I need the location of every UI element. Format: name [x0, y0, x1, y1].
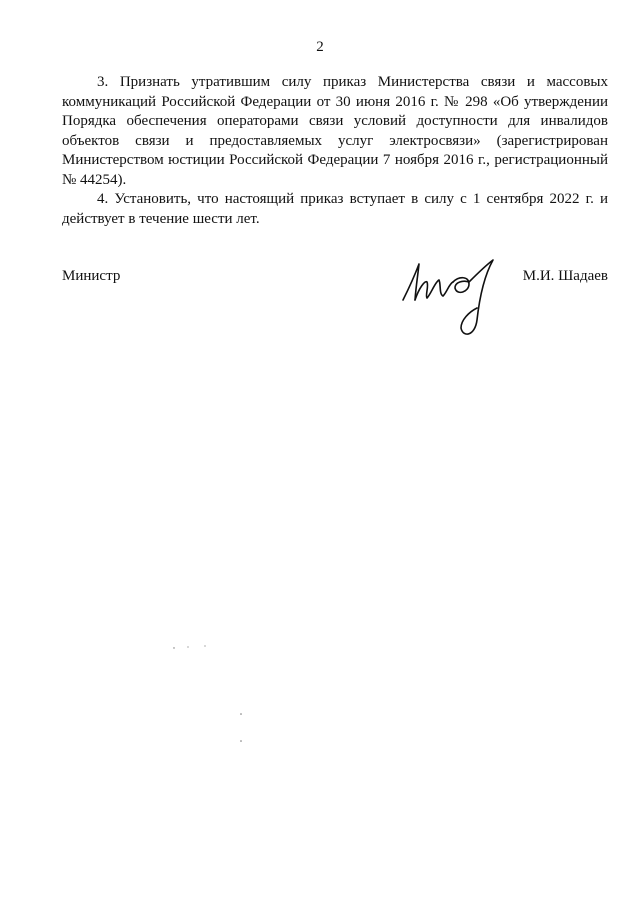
signer-position: Министр: [62, 268, 121, 284]
signature-block: [62, 268, 608, 348]
paragraph-3: 3. Признать утратившим силу приказ Министерства связи и массовых коммуникаций Российской Федерации от 30 июня 2016 г. № 298 «Об утверждении Порядка обеспечения операторами связи условий доступности для инвалидов объектов связи и предоставляемых услуг электросвязи» (зарегистрирован Министерством юстиции Российской Федерации 7 ноября 2016 г., регистрационный № 44254).: [62, 74, 608, 188]
signer-name: М.И. Шадаев: [522, 268, 608, 284]
paragraph-4: 4. Установить, что настоящий приказ вступает в силу с 1 сентября 2022 г. и действует в течение шести лет.: [62, 191, 608, 227]
document-body: [62, 73, 608, 229]
handwritten-signature-icon: [397, 258, 507, 338]
page-number: 2: [316, 39, 324, 55]
